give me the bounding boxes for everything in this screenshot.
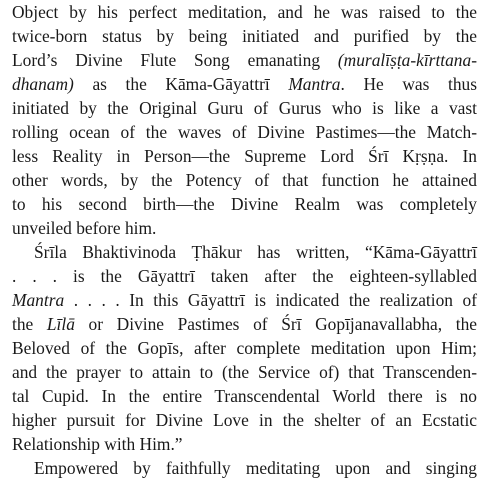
- text-segment: and the prayer to attain to (the Service of) that Transcenden-: [12, 362, 477, 382]
- text-line: [12, 288, 477, 312]
- text-segment: the: [12, 314, 47, 334]
- paragraph-end-line: [12, 216, 477, 240]
- text-segment: less Reality in Person—the Supreme Lord Śrī Kṛṣṇa. In: [12, 146, 477, 166]
- text-segment: . . . . In this Gāyattrī is indicated the realization of: [64, 290, 477, 310]
- text-line: [12, 192, 477, 216]
- text-line: [12, 168, 477, 192]
- text-segment: to his second birth—the Divine Realm was completely: [12, 194, 477, 214]
- text-segment: . . . is the Gāyattrī taken after the eighteen-syllabled: [12, 266, 477, 286]
- text-line: [12, 360, 477, 384]
- italic-term: (muralīṣṭa-kīrttana-: [337, 50, 477, 70]
- text-line: [12, 336, 477, 360]
- text-line: [12, 120, 477, 144]
- text-segment: Object by his perfect meditation, and he was raised to the: [12, 2, 477, 22]
- paragraph-start-line: [34, 240, 477, 264]
- text-segment: rolling ocean of the waves of Divine Pastimes—the Match-: [12, 122, 477, 142]
- text-line: [12, 72, 477, 96]
- italic-term: Līlā: [46, 314, 75, 334]
- text-segment: as the Kāma-Gāyattrī: [73, 74, 289, 94]
- text-segment: Śrīla Bhaktivinoda Ṭhākur has written, “Kāma-Gāyattrī: [34, 242, 477, 262]
- italic-term: Mantra: [12, 290, 65, 310]
- text-segment: higher pursuit for Divine Love in the shelter of an Ecstatic: [12, 410, 477, 430]
- italic-term: Mantra: [288, 74, 341, 94]
- text-segment: . He was thus: [340, 74, 477, 94]
- paragraph-start-line: [34, 456, 477, 480]
- text-line: [12, 0, 477, 24]
- text-line: [12, 96, 477, 120]
- text-segment: other words, by the Potency of that function he attained: [12, 170, 477, 190]
- italic-term: dhanam): [12, 74, 74, 94]
- text-line: [12, 144, 477, 168]
- text-segment: Relationship with Him.”: [12, 434, 183, 454]
- text-line: [12, 48, 477, 72]
- text-line: [12, 24, 477, 48]
- text-segment: tal Cupid. In the entire Transcendental World there is no: [12, 386, 477, 406]
- text-line: [12, 264, 477, 288]
- text-segment: initiated by the Original Guru of Gurus who is like a vast: [12, 98, 477, 118]
- text-segment: unveiled before him.: [12, 218, 157, 238]
- paragraph-end-line: [12, 432, 477, 456]
- text-segment: Empowered by faithfully meditating upon and singing: [34, 458, 477, 478]
- text-segment: twice-born status by being initiated and purified by the: [12, 26, 477, 46]
- text-line: [12, 408, 477, 432]
- text-segment: or Divine Pastimes of Śrī Gopījanavallabha, the: [74, 314, 477, 334]
- text-segment: Lord’s Divine Flute Song emanating: [12, 50, 338, 70]
- text-line: [12, 384, 477, 408]
- text-segment: Beloved of the Gopīs, after complete meditation upon Him;: [12, 338, 477, 358]
- text-line: [12, 312, 477, 336]
